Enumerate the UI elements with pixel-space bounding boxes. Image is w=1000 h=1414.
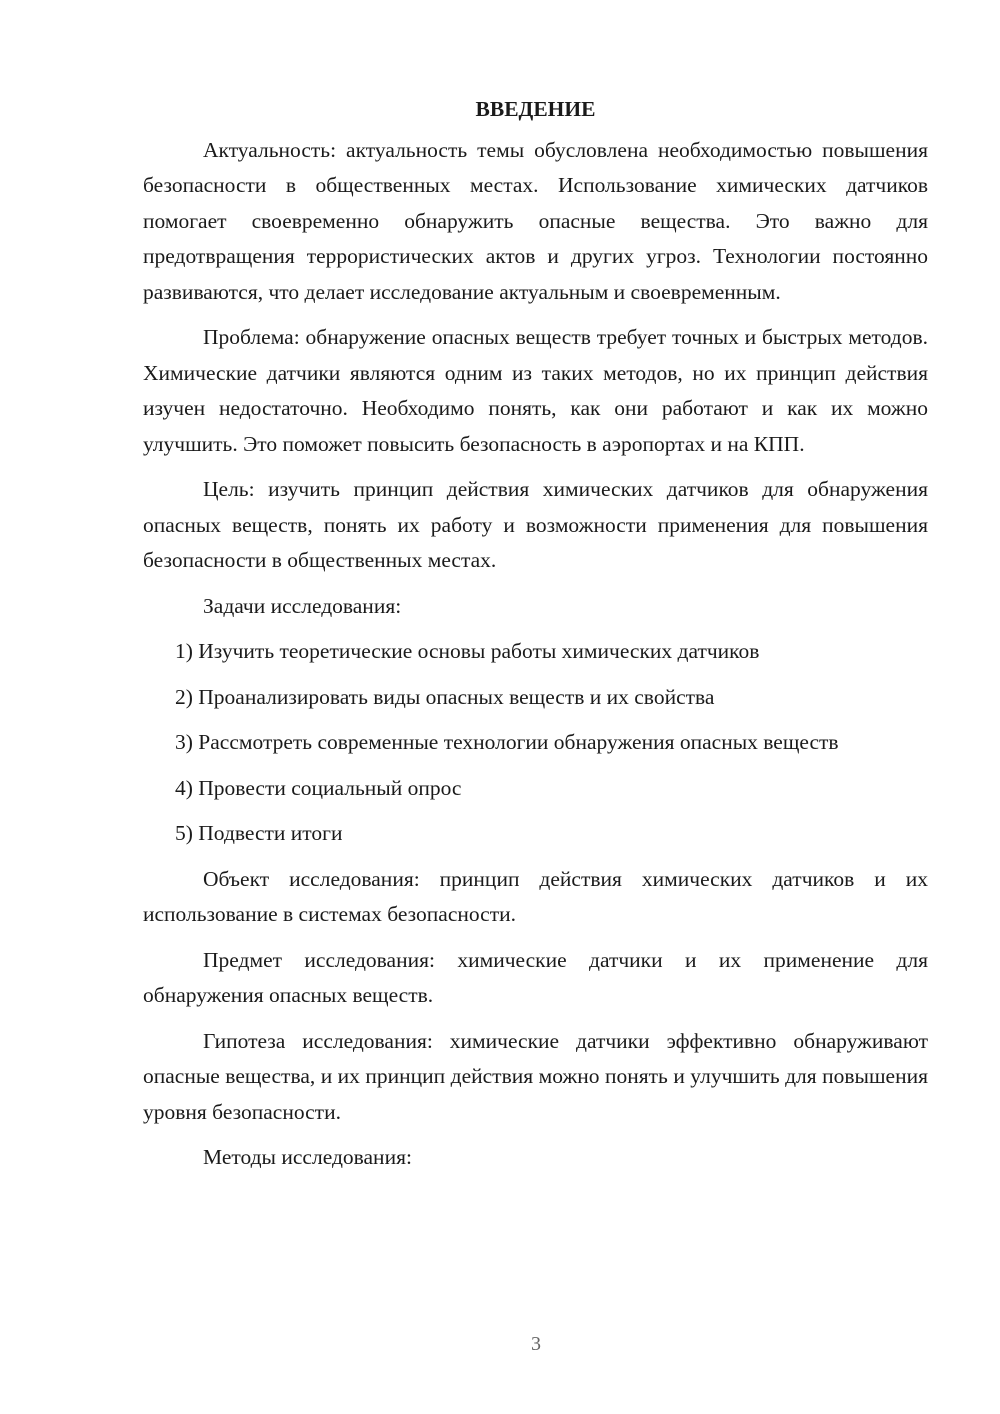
tasks-heading: Задачи исследования:	[203, 593, 402, 618]
subject-paragraph: Предмет исследования: химические датчики и их применение для обнаружения опасных веществ.	[143, 947, 928, 1007]
task-item-1: 1) Изучить теоретические основы работы химических датчиков	[175, 639, 760, 663]
task-item-4: 4) Провести социальный опрос	[175, 775, 462, 800]
task-item-5: 5) Подвести итоги	[175, 821, 343, 845]
problem-paragraph: Проблема: обнаружение опасных веществ требует точных и быстрых методов. Химические датчики являются одним из таких методов, но их принцип действия изучен недостаточно. Необходимо понять, как они работают и как их можно улучшить. Это поможет повысить безопасность в аэропортах и на КПП.	[143, 325, 928, 456]
hypothesis-paragraph: Гипотеза исследования: химические датчики эффективно обнаруживают опасные вещества, и их принцип действия можно понять и улучшить для повышения уровня безопасности.	[143, 1028, 928, 1124]
object-paragraph: Объект исследования: принцип действия химических датчиков и их использование в системах безопасности.	[143, 866, 928, 926]
document-page	[143, 92, 928, 1186]
page-title: ВВЕДЕНИЕ	[475, 97, 596, 121]
page-number: 3	[531, 1333, 541, 1355]
goal-paragraph: Цель: изучить принцип действия химических датчиков для обнаружения опасных веществ, понять их работу и возможности применения для повышения безопасности в общественных местах.	[143, 477, 928, 572]
relevance-paragraph: Актуальность: актуальность темы обусловлена необходимостью повышения безопасности в общественных местах. Использование химических датчиков помогает своевременно обнаружить опасные вещества. Это важно для предотвращения террористических актов и других угроз. Технологии постоянно развиваются, что делает исследование актуальным и своевременным.	[143, 137, 928, 304]
task-item-2: 2) Проанализировать виды опасных веществ и их свойства	[175, 684, 715, 709]
methods-heading: Методы исследования:	[203, 1145, 412, 1169]
task-item-3: 3) Рассмотреть современные технологии обнаружения опасных веществ	[175, 730, 839, 754]
